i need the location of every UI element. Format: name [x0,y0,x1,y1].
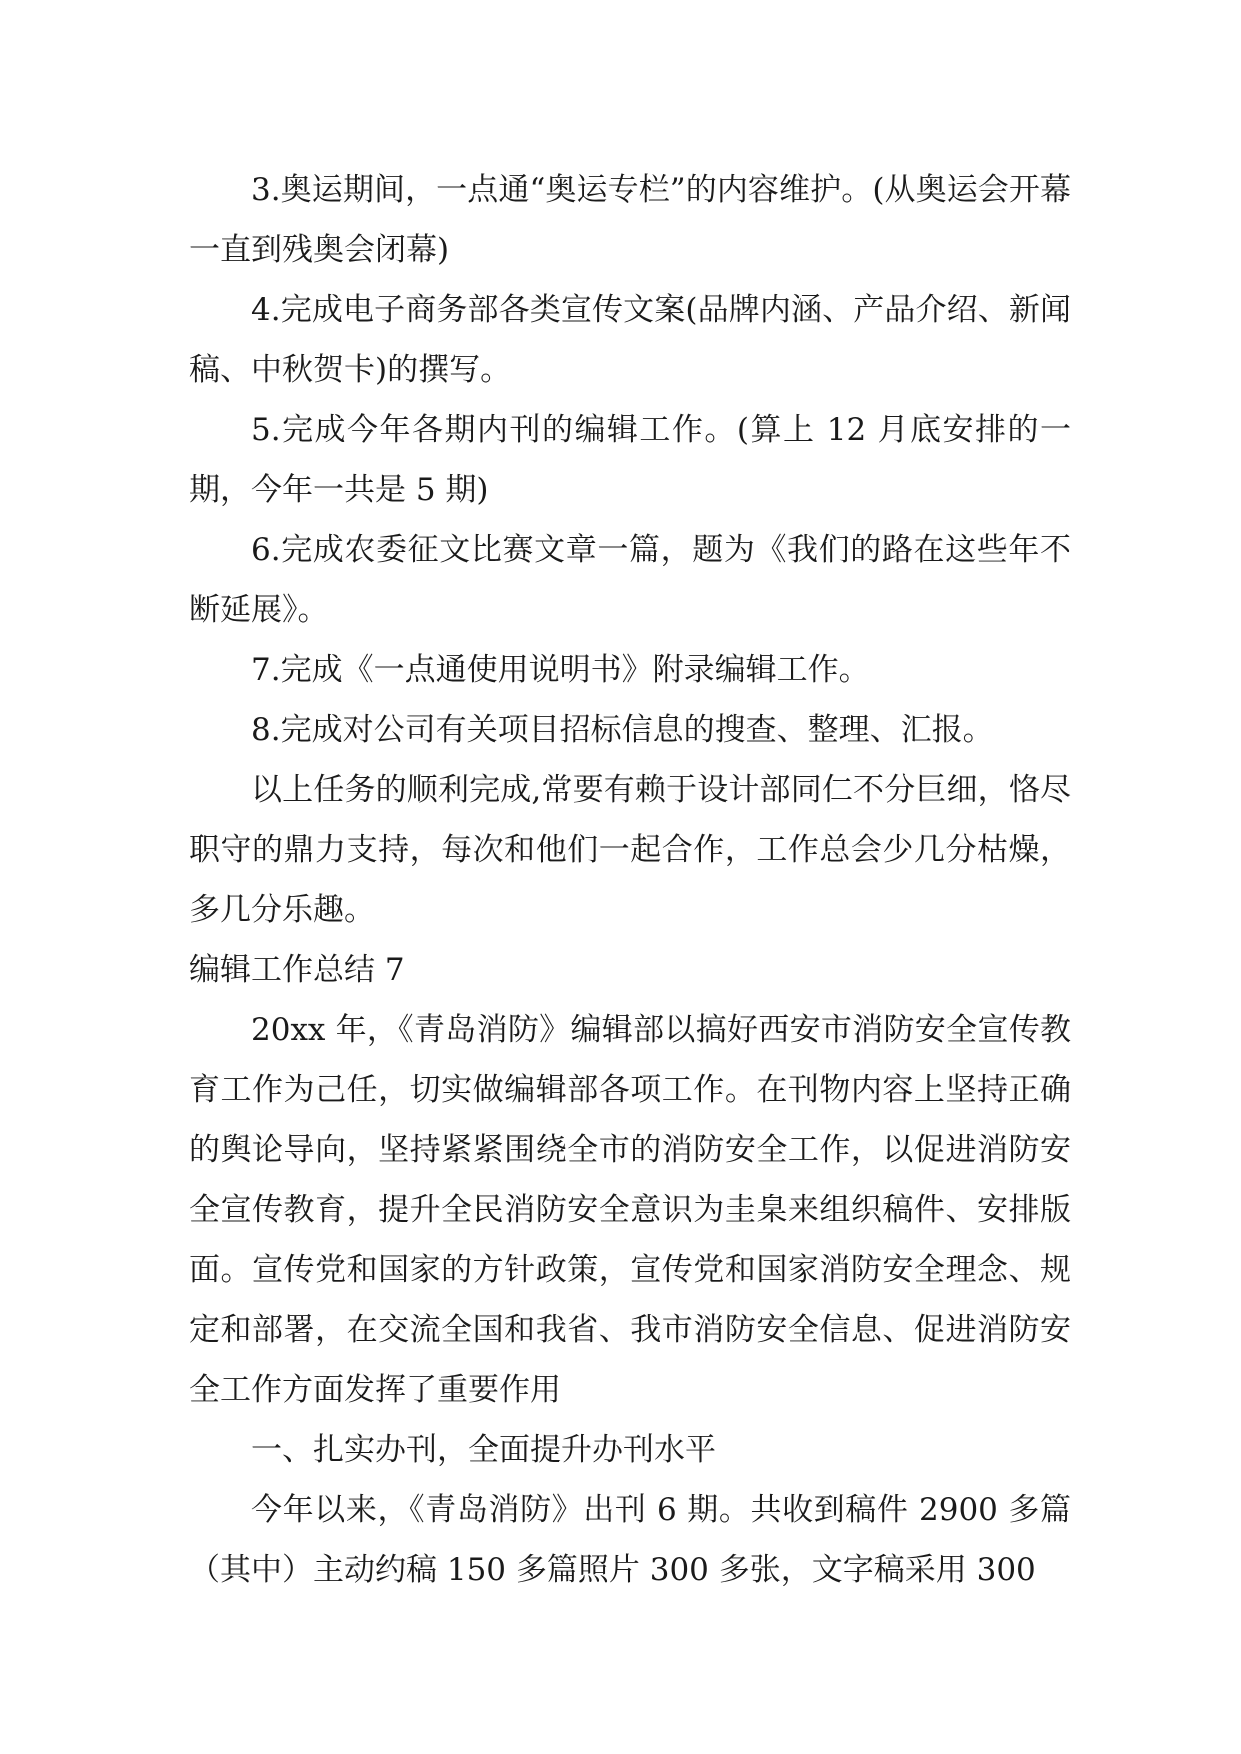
paragraph-item-3: 3.奥运期间，一点通“奥运专栏”的内容维护。(从奥运会开幕一直到残奥会闭幕) [189,172,1071,268]
section-body-paragraph: 今年以来，《青岛消防》出刊 6 期。共收到稿件 2900 多篇（其中）主动约稿 150 多篇照片 300 多张，文字稿采用 300 [189,1492,1071,1588]
paragraph-item-5: 5.完成今年各期内刊的编辑工作。(算上 12 月底安排的一期，今年一共是 5 期) [189,412,1071,508]
paragraph-item-6: 6.完成农委征文比赛文章一篇，题为《我们的路在这些年不断延展》。 [189,532,1071,628]
subsection-heading: 一、扎实办刊，全面提升办刊水平 [251,1432,716,1468]
paragraph-item-8: 8.完成对公司有关项目招标信息的搜查、整理、汇报。 [251,712,994,748]
section-intro-paragraph: 20xx 年，《青岛消防》编辑部以搞好西安市消防安全宣传教育工作为己任，切实做编辑部各项工作。在刊物内容上坚持正确的舆论导向，坚持紧紧围绕全市的消防安全工作，以促进消防安全宣传教育，提升全民消防安全意识为圭臬来组织稿件、安排版面。宣传党和国家的方针政策，宣传党和国家消防安全理念、规定和部署，在交流全国和我省、我市消防安全信息、促进消防安全工作方面发挥了重要作用 [189,1012,1071,1408]
paragraph-item-4: 4.完成电子商务部各类宣传文案(品牌内涵、产品介绍、新闻稿、中秋贺卡)的撰写。 [189,292,1071,388]
paragraph-item-7: 7.完成《一点通使用说明书》附录编辑工作。 [251,652,870,688]
document-body [189,160,1071,1600]
section-title: 编辑工作总结 7 [189,952,405,988]
paragraph-summary: 以上任务的顺利完成,常要有赖于设计部同仁不分巨细，恪尽职守的鼎力支持，每次和他们一起合作，工作总会少几分枯燥，多几分乐趣。 [189,772,1071,928]
